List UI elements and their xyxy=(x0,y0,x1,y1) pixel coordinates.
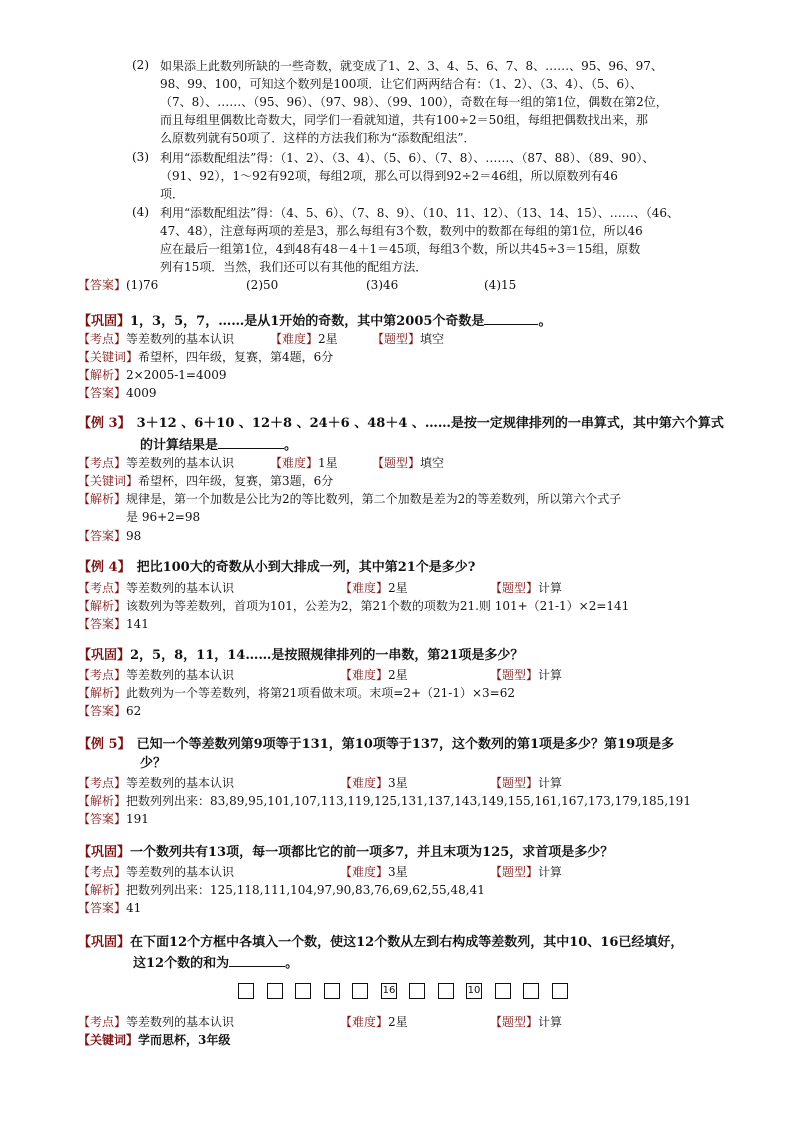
text-line: 列有15项．当然，我们还可以有其他的配组方法． xyxy=(160,260,428,274)
text-line: 么原数列就有50项了．这样的方法我们称为“添数配组法”． xyxy=(160,131,476,145)
analysis-row: 【解析】2×2005-1=4009 xyxy=(78,368,227,382)
keywords-row: 【关键词】希望杯，四年级，复赛，第4题，6分 xyxy=(78,350,334,364)
answer-row: 【答案】62 xyxy=(78,704,142,718)
question-tag: 【例 4】 xyxy=(78,560,131,575)
meta-row: 【考点】等差数列的基本认识 【难度】 2星 【题型】 计算 xyxy=(78,581,563,595)
meta-row: 【考点】等差数列的基本认识 【难度】 2星 【题型】 填空 xyxy=(78,332,445,346)
text-line: 47、48），注意每两项的差是3，那么每组有3个数，数列中的数都在每组的第1位，所以46 xyxy=(160,224,643,238)
text-line: 利用“添数配组法”得：（1、2）、（3、4）、（5、6）、（7、8）、……、（87、88）、（89、90）、 xyxy=(160,151,655,165)
meta-row: 【考点】等差数列的基本认识 【难度】 1星 【题型】 填空 xyxy=(78,456,445,470)
question-text: 【例 5】 已知一个等差数列第9项等于131，第10项等于137，这个数列的第1项是多少？第19项是多 xyxy=(78,737,675,752)
answer-1: (1)76 xyxy=(126,278,159,292)
number-box[interactable] xyxy=(238,983,254,999)
question-tag: 【例 5】 xyxy=(78,737,131,752)
question-tag: 【巩固】 xyxy=(78,845,131,860)
number-box-filled[interactable]: 16 xyxy=(381,983,397,999)
kaodian-value: 等差数列的基本认识 xyxy=(126,332,235,346)
analysis-row: 【解析】把数列列出来：125,118,111,104,97,90,83,76,69,62,55,48,41 xyxy=(78,883,485,897)
text-line: 利用“添数配组法”得：（4、5、6）、（7、8、9）、（10、11、12）、（13、14、15）、……、（46、 xyxy=(160,206,679,220)
analysis-row: 【解析】规律是，第一个加数是公比为2的等比数列，第二个加数是差为2的等差数列，所以第六个式子 xyxy=(78,492,622,506)
number-box-filled[interactable]: 10 xyxy=(466,983,482,999)
question-text: 【巩固】2，5，8，11，14……是按照规律排列的一串数，第21项是多少？ xyxy=(78,648,524,663)
nandu-value: 2星 xyxy=(318,332,338,346)
text-line: 如果添上此数列所缺的一些奇数，就变成了1、2、3、4、5、6、7、8、……、95、96、97、 xyxy=(160,59,663,73)
question-text: 【巩固】一个数列共有13项，每一项都比它的前一项多7，并且末项为125，求首项是多少？ xyxy=(78,845,614,860)
item-number: (2) xyxy=(132,58,149,72)
question-text: 【巩固】在下面12个方框中各填入一个数，使这12个数从左到右构成等差数列，其中10、16已经填好， xyxy=(78,935,684,950)
answer-row: 【答案】141 xyxy=(78,617,149,631)
answer-2: (2)50 xyxy=(246,278,279,292)
analysis-row-cont: 是 96+2=98 xyxy=(126,510,201,524)
keywords-row: 【关键词】学而思杯，3年级 xyxy=(78,1033,231,1047)
answer-label: 【答案】 xyxy=(78,278,127,292)
number-box[interactable] xyxy=(523,983,539,999)
number-box[interactable] xyxy=(409,983,425,999)
keywords-row: 【关键词】希望杯，四年级，复赛，第3题，6分 xyxy=(78,474,334,488)
item-number: (3) xyxy=(132,150,149,164)
number-box[interactable] xyxy=(552,983,568,999)
answer-3: (3)46 xyxy=(366,278,399,292)
question-tag: 【巩固】 xyxy=(78,935,131,950)
question-tag: 【巩固】 xyxy=(78,648,131,663)
item-number: (4) xyxy=(132,205,149,219)
analysis-row: 【解析】该数列为等差数列，首项为101，公差为2，第21个数的项数为21.则 101+（21-1）×2=141 xyxy=(78,599,630,613)
question-text-cont: 这12个数的和为 。 xyxy=(133,956,299,971)
question-text: 【例 4】 把比100大的奇数从小到大排成一列，其中第21个是多少? xyxy=(78,560,476,575)
question-text-cont: 的计算结果是 。 xyxy=(140,438,298,453)
text-line: 98、99、100，可知这个数列是100项．让它们两两结合有：（1、2）、（3、4）、（5、6）、 xyxy=(160,77,643,91)
text-line: （91、92），1～92有92项，每组2项，那么可以得到92÷2＝46组，所以原数列有46 xyxy=(160,169,618,183)
text-line: 应在最后一组第1位，4到48有48－4＋1＝45项，每组3个数，所以共45÷3＝15组，原数 xyxy=(160,242,641,256)
text-line: 而且每组里偶数比奇数大，同学们一看就知道，共有100÷2＝50组，每组把偶数找出来，那 xyxy=(160,113,648,127)
question-text: 【例 3】 3＋12 、6＋10 、12＋8 、24＋6 、48＋4 、……是按一定规律排列的一串算式，其中第六个算式 xyxy=(78,416,724,431)
number-box[interactable] xyxy=(352,983,368,999)
answer-row: 【答案】4009 xyxy=(78,386,157,400)
answer-blank[interactable] xyxy=(229,954,285,967)
meta-row: 【考点】等差数列的基本认识 【难度】 2星 【题型】 计算 xyxy=(78,1015,563,1029)
text-line: 项． xyxy=(160,187,185,201)
answer-4: (4)15 xyxy=(484,278,517,292)
answer-blank[interactable] xyxy=(218,436,284,449)
question-text: 【巩固】1，3，5，7，……是从1开始的奇数，其中第2005个奇数是 。 xyxy=(78,314,552,329)
meta-row: 【考点】等差数列的基本认识 【难度】 3星 【题型】 计算 xyxy=(78,865,563,879)
analysis-row: 【解析】把数列列出来：83,89,95,101,107,113,119,125,131,137,143,149,155,161,167,173,179,185,191 xyxy=(78,794,691,808)
answer-row: 【答案】98 xyxy=(78,529,142,543)
number-box[interactable] xyxy=(438,983,454,999)
number-box[interactable] xyxy=(495,983,511,999)
question-text-cont: 少？ xyxy=(140,756,167,771)
number-box[interactable] xyxy=(324,983,340,999)
meta-row: 【考点】等差数列的基本认识 【难度】 2星 【题型】 计算 xyxy=(78,668,563,682)
question-tag: 【例 3】 xyxy=(78,416,131,431)
text-line: （7、8）、……、（95、96）、（97、98）、（99、100），奇数在每一组的第1位，偶数在第2位， xyxy=(160,95,668,109)
question-tag: 【巩固】 xyxy=(78,314,131,329)
number-box[interactable] xyxy=(295,983,311,999)
analysis-row: 【解析】此数列为一个等差数列，将第21项看做末项。末项=2+（21-1）×3=62 xyxy=(78,686,516,700)
tixing-value: 填空 xyxy=(420,332,445,346)
number-box[interactable] xyxy=(267,983,283,999)
answer-row: 【答案】41 xyxy=(78,901,142,915)
answer-row: 【答案】191 xyxy=(78,812,149,826)
answer-blank[interactable] xyxy=(484,312,538,325)
meta-row: 【考点】等差数列的基本认识 【难度】 3星 【题型】 计算 xyxy=(78,776,563,790)
